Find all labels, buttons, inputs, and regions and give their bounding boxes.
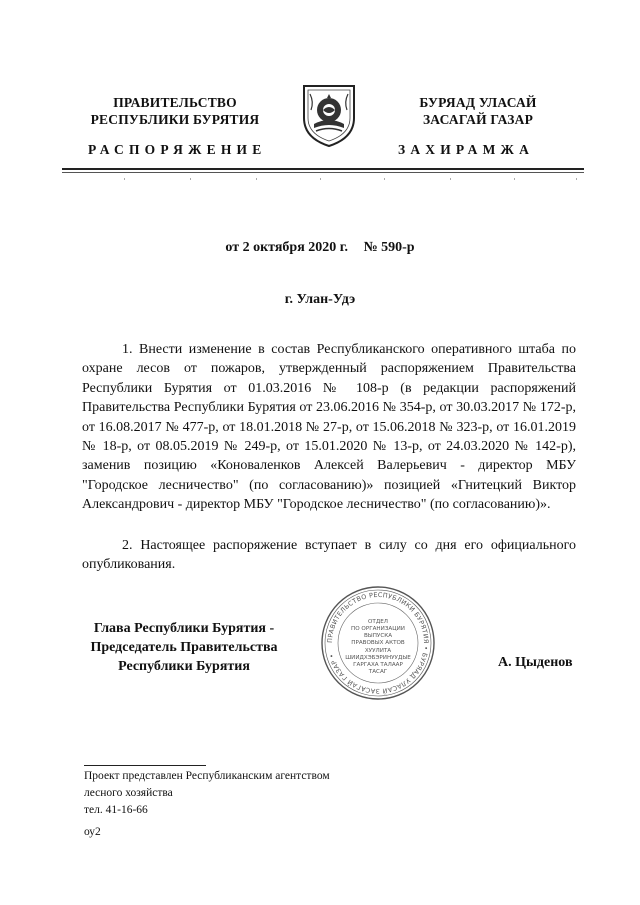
city: г. Улан-Удэ bbox=[284, 292, 356, 307]
paragraph-1 bbox=[82, 340, 576, 515]
signatory-title-line3: Республики Бурятия bbox=[118, 659, 250, 674]
footer-line3: тел. 41-16-66 bbox=[84, 804, 148, 816]
footer-rule bbox=[84, 765, 206, 766]
header-rule-thick bbox=[62, 168, 584, 170]
stamp-line8: ТАСАГ bbox=[368, 669, 388, 675]
doc-type-left: РАСПОРЯЖЕНИЕ bbox=[88, 142, 267, 157]
signatory-name: А. Цыденов bbox=[498, 655, 573, 670]
official-stamp bbox=[318, 583, 438, 703]
header-right-line1: БУРЯАД УЛАСАЙ bbox=[419, 95, 537, 110]
stamp-line5: ХУУЛИТА bbox=[364, 648, 392, 654]
header-right-line2: ЗАСАГАЙ ГАЗАР bbox=[422, 112, 534, 127]
stamp-line2: ПО ОРГАНИЗАЦИИ bbox=[351, 626, 405, 632]
stamp-line7: ГАРГАХА ТАЛААР bbox=[353, 662, 403, 668]
stamp-line4: ПРАВОВЫХ АКТОВ bbox=[351, 640, 405, 646]
document-number: № 590-р bbox=[363, 240, 415, 255]
header-tick-marks bbox=[62, 177, 584, 183]
footer-line1: Проект представлен Республиканским агентством bbox=[84, 770, 330, 782]
header-left-line2: РЕСПУБЛИКИ БУРЯТИЯ bbox=[90, 112, 260, 127]
stamp-line6: ШИИДХЭБЭРИНУУДЫЕ bbox=[345, 655, 411, 661]
stamp-ring-text: ПРАВИТЕЛЬСТВО РЕСПУБЛИКИ БУРЯТИЯ • БУРЯАД УЛАСАЙ ЗАСАГАЙ ГАЗАР • bbox=[325, 590, 431, 696]
header-left bbox=[60, 94, 290, 128]
paragraph-1-text: 1. Внести изменение в состав Республиканского оперативного штаба по охране лесов от пожаров, утвержденный распоряжением Правительства Республики Бурятия от 01.03.2016 № 108-р (в редакции распоряжений Правительства Республики Бурятия от 23.06.2016 № 354-р, от 30.03.2017 № 172-р, от 16.08.2017 № 477-р, от 18.01.2018 № 27-р, от 15.06.2018 № 323-р, от 16.01.2019 № 18-р, от 08.05.2019 № 249-р, от 15.01.2020 № 13-р, от 24.03.2020 № 142-р), заменив позицию «Коноваленков Алексей Валерьевич - директор МБУ "Городское лесничество" (по согласованию)» позицией «Гнитецкий Виктор Александрович - директор МБУ "Городское лесничество" (по согласованию)». bbox=[82, 342, 576, 513]
stamp-line1: ОТДЕЛ bbox=[368, 619, 388, 625]
footer-line2: лесного хозяйства bbox=[84, 787, 173, 799]
document-date: от 2 октября 2020 г. bbox=[225, 240, 349, 255]
signatory-title-line1: Глава Республики Бурятия - bbox=[93, 621, 275, 636]
footer-note bbox=[84, 768, 330, 819]
header-right bbox=[378, 94, 578, 128]
coat-of-arms-icon bbox=[294, 80, 364, 150]
paragraph-2 bbox=[82, 536, 576, 575]
footer-code: оу2 bbox=[84, 826, 101, 838]
header-rule-thin bbox=[62, 172, 584, 173]
date-number-line bbox=[0, 240, 640, 256]
doc-type-right: ЗАХИРАМЖА bbox=[398, 142, 535, 157]
signatory-title-line2: Председатель Правительства bbox=[90, 640, 278, 655]
paragraph-2-text: 2. Настоящее распоряжение вступает в силу со дня его официального опубликования. bbox=[82, 538, 576, 573]
signatory-title bbox=[78, 619, 290, 676]
stamp-line3: ВЫПУСКА bbox=[363, 633, 393, 639]
header-left-line1: ПРАВИТЕЛЬСТВО bbox=[113, 95, 237, 110]
